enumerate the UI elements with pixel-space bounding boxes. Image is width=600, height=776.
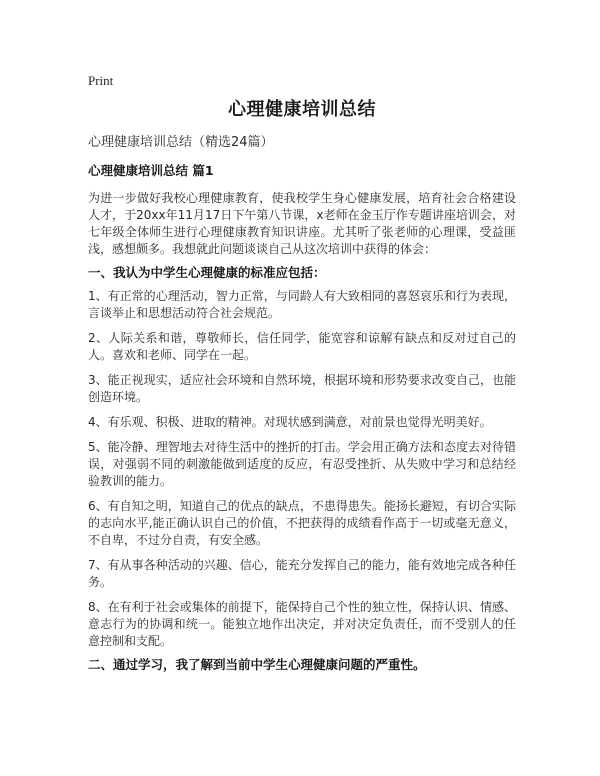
standard-paragraph-8: 8、在有利于社会或集体的前提下，能保持自己个性的独立性，保持认识、情感、意志行为的协调和统一。能独立地作出决定，并对决定负责任，而不受别人的任意控制和支配。 <box>88 600 516 648</box>
standard-paragraph-4: 4、有乐观、积极、进取的精神。对现状感到满意，对前景也觉得光明美好。 <box>88 415 492 429</box>
section2-heading: 二、通过学习，我了解到当前中学生心理健康问题的严重性。 <box>88 657 426 672</box>
standard-paragraph-3: 3、能正视现实，适应社会环境和自然环境，根据环境和形势要求改变自己，也能创造环境。 <box>88 373 516 404</box>
section1-heading: 一、我认为中学生心理健康的标准应包括： <box>88 265 326 280</box>
article-heading: 心理健康培训总结 篇1 <box>88 163 214 178</box>
standard-paragraph-5: 5、能冷静、理智地去对待生活中的挫折的打击。学会用正确方法和态度去对待错误，对强弱不同的刺激能做到适度的反应，有忍受挫折、从失败中学习和总结经验教训的能力。 <box>88 440 516 488</box>
standard-paragraph-2: 2、人际关系和谐，尊敬师长，信任同学，能宽容和谅解有缺点和反对过自己的人。喜欢和老师、同学在一起。 <box>88 331 516 362</box>
print-link[interactable]: Print <box>88 73 114 88</box>
document-title: 心理健康培训总结 <box>228 99 376 120</box>
standard-paragraph-1: 1、有正常的心理活动，智力正常，与同龄人有大致相同的喜怒哀乐和行为表现，言谈举止和思想活动符合社会规范。 <box>88 289 516 320</box>
standard-paragraph-6: 6、有自知之明，知道自己的优点的缺点，不患得患失。能扬长避短，有切合实际的志向水平,能正确认识自己的价值，不把获得的成绩看作高于一切或毫无意义，不自卑，不过分自责，有安全感。 <box>88 499 516 547</box>
standard-paragraph-7: 7、有从事各种活动的兴趣、信心，能充分发挥自己的能力，能有效地完成各种任务。 <box>88 558 516 589</box>
intro-paragraph: 为进一步做好我校心理健康教育，使我校学生身心健康发展，培育社会合格建设人才，于20xx年11月17日下午第八节课，x老师在金玉厅作专题讲座培训会，对七年级全体师生进行心理健康教育知识讲座。尤其听了张老师的心理课，受益匪浅，感想颇多。我想就此问题谈谈自己从这次培训中获得的体会： <box>88 191 516 256</box>
document-subtitle: 心理健康培训总结（精选24篇） <box>88 135 274 150</box>
